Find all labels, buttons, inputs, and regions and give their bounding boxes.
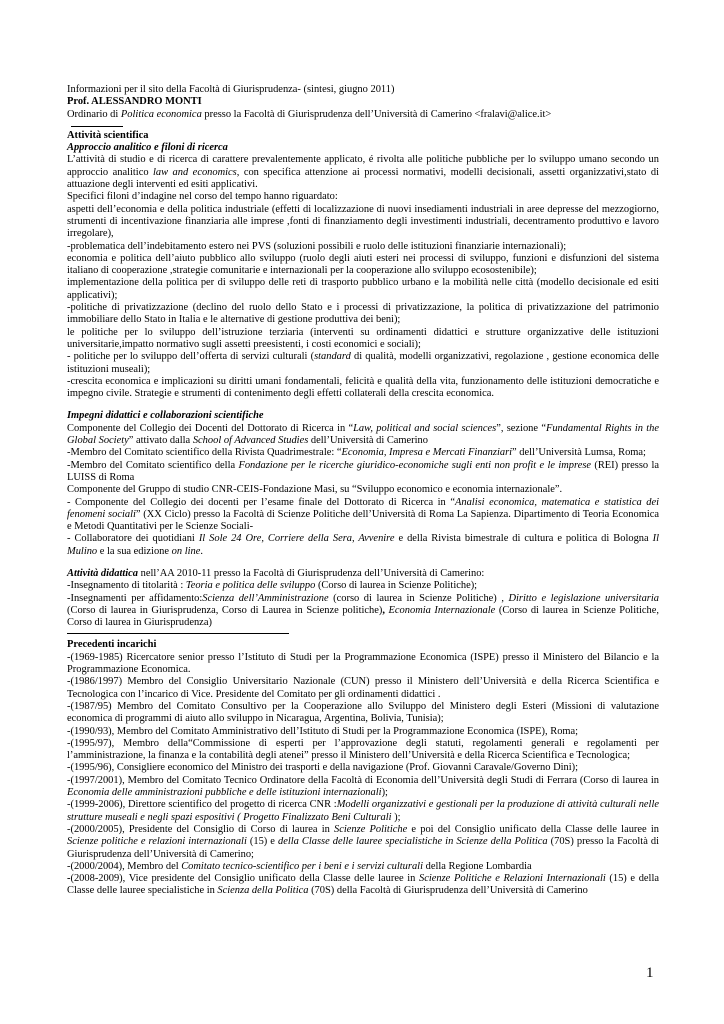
list-item: -Insegnamento di titolarità : Teoria e politica delle sviluppo (Corso di laurea in Scienze Politiche); [67,580,478,592]
list-item: -(2008-2009), Vice presidente del Consiglio unificato della Classe delle lauree in Scienze Politiche e Relazioni Internazionali (15) e della Classe delle lauree specialistiche in Scienza della Politica (70S) della Facoltà di Giurisprudenza dell’Università di Camerino [67,873,659,897]
list-item: -(1990/93), Membro del Comitato Amministrativo dell’Istituto di Studi per la Programmazione Economica (ISPE), Roma; [67,725,579,737]
list-item: aspetti dell’economia e della politica industriale (effetti di localizzazione di nuovi insediamenti industriali in aree depresse del mezzogiorno, strumenti di incentivazione finanziaria alle imprese ,fonti di finanziamento degli investimenti industriali, decentramento produttivo e lavoro irregolare), [67,203,659,240]
document-body [67,84,659,898]
list-item: -(2000/2004), Membro del Comitato tecnico-scientifico per i beni e i servizi culturali della Regione Lombardia [67,860,532,872]
paragraph: -Membro del Comitato scientifico della Rivista Quadrimestrale: “Economia, Impresa e Mercati Finanziari” dell’Università Lumsa, Roma; [67,447,646,459]
divider [67,633,289,634]
paragraph: -Membro del Comitato scientifico della Fondazione per le ricerche giuridico-economiche sugli enti non profit e le imprese (REI) presso la LUISS di Roma [67,459,659,483]
paragraph: - Componente del Collegio dei docenti per l’esame finale del Dottorato di Ricerca in “Analisi economica, matematica e statistica dei fenomeni sociali” (XX Ciclo) presso la Facoltà di Scienze Politiche dell’Università di Roma La Sapienza. Dipartimento di Teoria Economica e Metodi Quantitativi per le Scienze Sociali- [67,496,659,533]
list-item: - politiche per lo sviluppo dell’offerta di servizi culturali (standard di qualità, modelli organizzativi, regolazione , gestione economica delle istituzioni museali); [67,351,659,375]
spacer [67,400,659,410]
list-item: -(1999-2006), Direttore scientifico del progetto di ricerca CNR :Modelli organizzativi e gestionali per la produzione di attività culturali nelle strutture museali e negli spazi espositivi ( Progetto Finalizzato Beni Culturali ); [67,799,659,823]
list-item: -(2000/2005), Presidente del Consiglio di Corso di laurea in Scienze Politiche e poi del Consiglio unificato della Classe delle lauree in Scienze politiche e relazioni internazionali (15) e della Classe delle lauree specialistiche in Scienze della Politica (70S) presso la Facoltà di Giurisprudenza dell’Università di Camerino; [67,823,659,860]
list-item: -crescita economica e implicazioni su diritti umani fondamentali, felicità e qualità della vita, funzionamento delle istituzioni democratiche e impegno civile. Strategie e strumenti di contenimento degli effetti collaterali della crescita economica. [67,375,659,400]
author-name: Prof. ALESSANDRO MONTI [67,96,202,108]
paragraph: - Collaboratore dei quotidiani Il Sole 24 Ore, Corriere della Sera, Avvenire e della Rivista bimestrale di cultura e politica di Bologna Il Mulino e la sua edizione on line. [67,533,659,557]
author-role: Ordinario di Politica economica presso la Facoltà di Giurisprudenza dell’Università di Camerino <fralavi@alice.it> [67,108,552,120]
list-item: le politiche per lo sviluppo dell’istruzione terziaria (interventi su ordinamenti didattici e strutture organizzative delle istituzioni universitarie,impatto normativo sugli assetti preesistenti, i costi economici e sociali); [67,326,659,350]
page-number: 1 [646,965,654,981]
list-item: implementazione della politica per di sviluppo delle reti di trasporto pubblico urbano e la mobilità nelle città (modello decisionale ed esiti applicativi); [67,277,659,301]
list-item: -(1995/96), Consigliere economico del Ministro dei trasporti e della navigazione (Prof. Giovanni Caravale/Governo Dini); [67,762,579,774]
list-item: -(1986/1997) Membro del Consiglio Universitario Nazionale (CUN) presso il Ministero dell’Università e della Ricerca Scientifica e Tecnologica con l’incarico di Vice. Presidente del Comitato per gli ordinamenti didattici . [67,676,659,700]
section-title-impegni: Impegni didattici e collaborazioni scientifiche [67,410,264,422]
paragraph: L’attività di studio e di ricerca di carattere prevalentemente applicato, é rivolta alle politiche pubbliche per lo sviluppo umano secondo un approccio analitico law and economics, con specifica attenzione ai processi normativi, modelli decisionali, assetti organizzativi,stato di attuazione degli interventi ed esiti applicativi. [67,154,659,191]
list-item: -problematica dell’indebitamento estero nei PVS (soluzioni possibili e ruolo delle istituzioni finanziarie internazionali); [67,240,567,252]
divider [71,126,123,127]
paragraph: Specifici filoni d’indagine nel corso del tempo hanno riguardato: [67,191,338,203]
list-item: -(1997/2001), Membro del Comitato Tecnico Ordinatore della Facoltà di Economia dell’Università degli Studi di Ferrara (Corso di laurea in Economia delle amministrazioni pubbliche e delle istituzioni internazionali); [67,774,659,799]
list-item: -(1969-1985) Ricercatore senior presso l’Istituto di Studi per la Programmazione Economica (ISPE) presso il Ministero del Bilancio e la Programmazione Economica. [67,651,659,676]
list-item: economia e politica dell’aiuto pubblico allo sviluppo (ruolo degli aiuti esteri nei processi di sviluppo, funzioni e disfunzioni del sistema italiano di cooperazione ,strategie comunitarie e internazionali per la cooperazione allo sviluppo ecosostenibile); [67,252,659,277]
paragraph: Componente del Gruppo di studio CNR-CEIS-Fondazione Masi, su “Sviluppo economico e economia internazionale”. [67,484,563,496]
section-title-didattica: Attività didattica [67,567,139,579]
section-subtitle-research: Approccio analitico e filoni di ricerca [67,142,228,154]
paragraph: Componente del Collegio dei Docenti del Dottorato di Ricerca in “Law, political and social sciences”, sezione “Fundamental Rights in the Global Society” attivato dalla School of Advanced Studies dell’Università di Camerino [67,422,659,447]
section-title-incarichi: Precedenti incarichi [67,639,157,651]
header-info: Informazioni per il sito della Facoltà di Giurisprudenza- (sintesi, giugno 2011) [67,84,395,95]
list-item: -politiche di privatizzazione (declino del ruolo dello Stato e i processi di privatizzazione, la politica di privatizzazione del patrimonio immobiliare dello Stato in Italia e le alternative di gestione produttiva dei beni); [67,302,659,326]
list-item: -Insegnamenti per affidamento:Scienza dell’Amministrazione (corso di laurea in Scienze Politiche) , Diritto e legislazione universitaria (Corso di laurea in Giurisprudenza, Corso di Laurea in Scienze politiche), Economia Internazionale (Corso di laurea in Scienze Politiche, Corso di laurea in Giurisprudenza) [67,592,660,629]
list-item: -(1987/95) Membro del Comitato Consultivo per la Cooperazione allo Sviluppo del Ministero degli Esteri (Missioni di valutazione economica di programmi di aiuto allo sviluppo in Nicaragua, Argentina, Bolivia, Tunisia); [67,700,659,725]
paragraph: Attività didattica nell’AA 2010-11 presso la Facoltà di Giurisprudenza dell’Università di Camerino: [67,567,485,579]
list-item: -(1995/97), Membro della“Commissione di esperti per l’approvazione degli statuti, regolamenti generali e regolamenti per l’amministrazione, la finanza e la contabilità degli atenei” presso il Ministero dell’Università e della Ricerca Scientifica e Tecnologica; [67,737,659,762]
section-title-research: Attività scientifica [67,129,149,141]
spacer [67,558,659,568]
